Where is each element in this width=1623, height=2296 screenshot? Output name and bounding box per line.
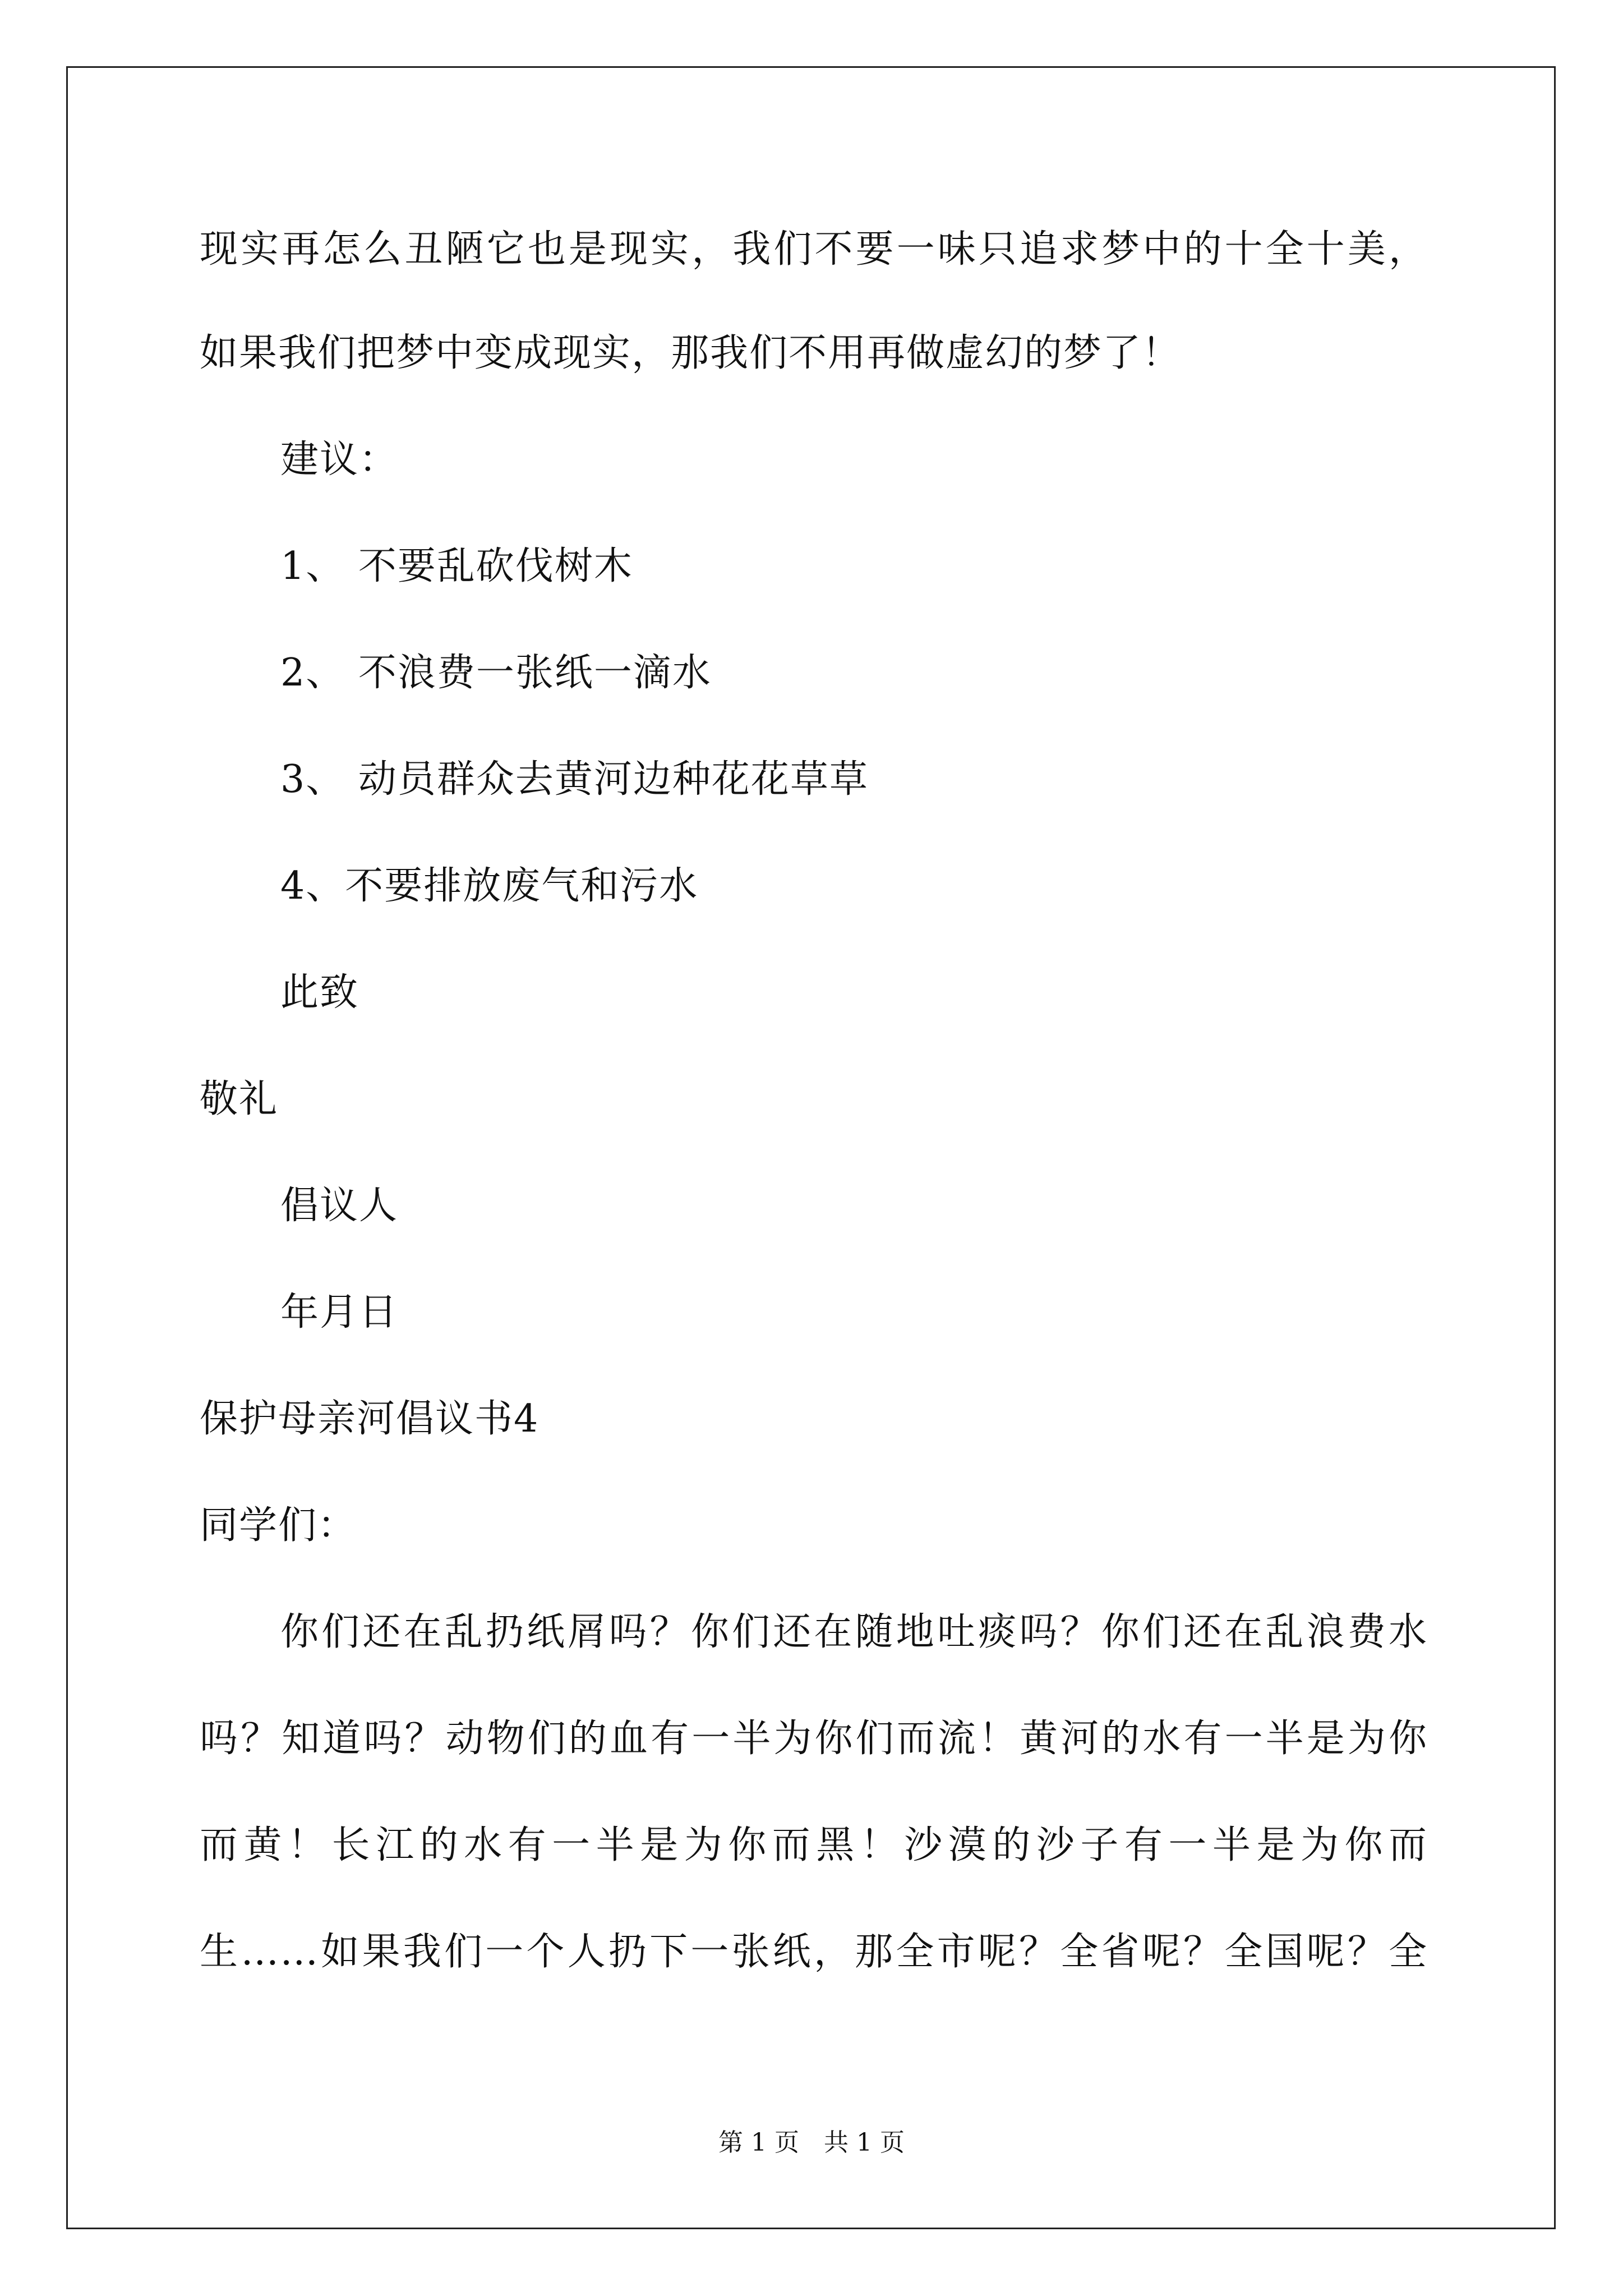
salutation: 同学们：	[200, 1503, 357, 1548]
paragraph-line-3: 而黄！长江的水有一半是为你而黑！沙漠的沙子有一半是为你而	[200, 1823, 1428, 1867]
section-title: 保护母亲河倡议书4	[200, 1397, 540, 1441]
closing-jingli: 敬礼	[200, 1077, 279, 1121]
page-border	[66, 66, 1556, 2229]
suggestion-heading: 建议：	[280, 438, 399, 482]
signature-initiator: 倡议人	[280, 1184, 399, 1228]
paragraph-line-2: 吗？知道吗？动物们的血有一半为你们而流！黄河的水有一半是为你	[200, 1717, 1428, 1761]
paragraph-line-1: 你们还在乱扔纸屑吗？你们还在随地吐痰吗？你们还在乱浪费水	[280, 1610, 1428, 1654]
suggestion-item-3: 3、 动员群众去黄河边种花花草草	[280, 757, 869, 802]
body-line-1: 现实再怎么丑陋它也是现实，我们不要一味只追求梦中的十全十美，	[200, 227, 1428, 272]
suggestion-item-1: 1、 不要乱砍伐树木	[280, 544, 633, 588]
body-line-2: 如果我们把梦中变成现实，那我们不用再做虚幻的梦了！	[200, 331, 1182, 375]
suggestion-item-4: 4、不要排放废气和污水	[280, 864, 699, 908]
page-footer: 第 1 页 共 1 页	[718, 2128, 905, 2157]
closing-cizhi: 此致	[280, 970, 359, 1015]
suggestion-item-2: 2、 不浪费一张纸一滴水	[280, 651, 712, 695]
signature-date: 年月日	[280, 1290, 399, 1335]
paragraph-line-4: 生……如果我们一个人扔下一张纸，那全市呢？全省呢？全国呢？全	[200, 1930, 1428, 1974]
